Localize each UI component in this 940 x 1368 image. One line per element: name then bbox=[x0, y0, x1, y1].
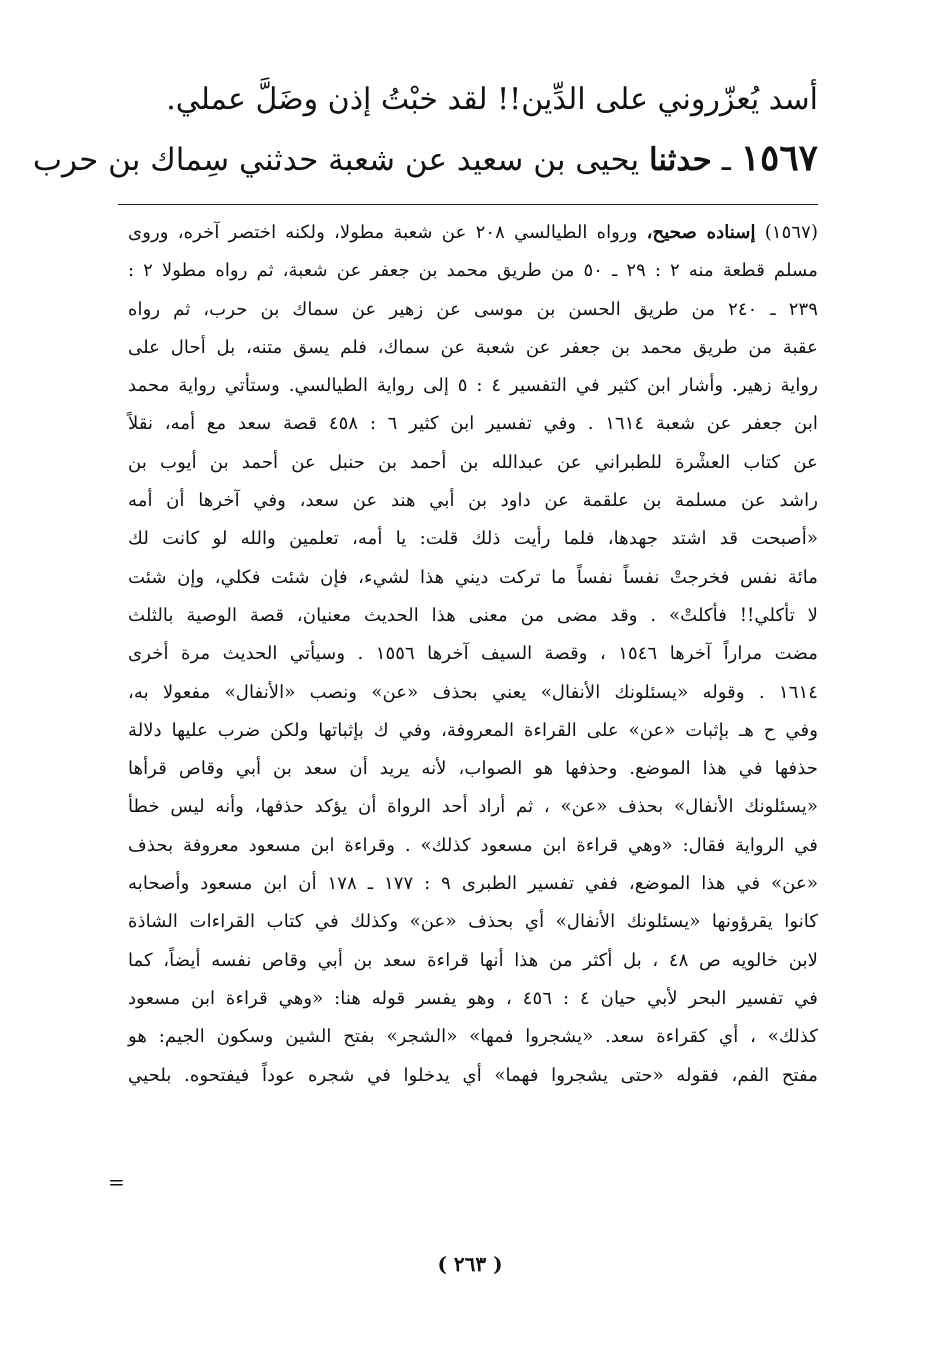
footnote-line: «يسئلونك الأنفال» بحذف «عن» ، ثم أراد أحد الرواة أن يؤكد حذفها، وأنه ليس خطأ bbox=[128, 796, 818, 818]
footnote-line: لا تأكلي!! فأكلتْ» . وقد مضى من معنى هذا الحديث معنيان، قصة الوصية بالثلث bbox=[128, 604, 818, 626]
footnote-line: مائة نفس فخرجتْ نفساً نفساً ما تركت ديني هذا لشيء، فإن شئت فكلي، وإن شئت bbox=[128, 566, 818, 588]
footnote-line: في الرواية فقال: «وهي قراءة ابن مسعود كذلك» . وقراءة ابن مسعود معروفة بحذف bbox=[128, 834, 818, 856]
hadith-dash: ـ bbox=[711, 142, 741, 178]
footnote-grading: إسناده صحيح، bbox=[646, 222, 756, 243]
footnote-line: عن كتاب العشْرة للطبراني عن عبدالله بن أحمد بن حنبل عن أحمد بن أيوب بن bbox=[128, 451, 818, 473]
hadith-chain: يحيى بن سعيد عن شعبة حدثني سِماك بن حرب bbox=[32, 142, 649, 178]
footnote-line: في تفسير البحر لأبي حيان ٤ : ٤٥٦ ، وهو يفسر قوله هنا: «وهي قراءة ابن مسعود bbox=[128, 987, 818, 1009]
footnote-number: (١٥٦٧) bbox=[764, 222, 818, 243]
footnote-line: «أصبحت قد اشتد جهدها، فلما رأيت ذلك قلت: يا أمه، تعلمين والله لو كانت لك bbox=[128, 528, 818, 550]
footnote-line: ابن جعفر عن شعبة ١٦١٤ . وفي تفسير ابن كثير ٦ : ٤٥٨ قصة سعد مع أمه، نقلاً bbox=[128, 413, 818, 435]
footnote-line-text: ورواه الطيالسي ٢٠٨ عن شعبة مطولا، ولكنه اختصر آخره، وروى bbox=[128, 222, 638, 243]
footnote-line: مضت مراراً آخرها ١٥٤٦ ، وقصة السيف آخرها ١٥٥٦ . وسيأتي الحديث مرة أخرى bbox=[128, 643, 818, 665]
main-text-line-1: أسد يُعزّروني على الدِّين!! لقد خبْتُ إذن وضَلَّ عملي. bbox=[166, 82, 818, 117]
footnote-block bbox=[128, 214, 818, 1095]
continuation-mark: = bbox=[108, 1170, 125, 1194]
footnote-line: كذلك» ، أي كقراءة سعد. «يشجروا فمها» «الشجر» بفتح الشين وسكون الجيم: هو bbox=[128, 1026, 818, 1048]
footnote-line: ٢٣٩ ـ ٢٤٠ من طريق الحسن بن موسى عن زهير عن سماك بن حرب، ثم رواه bbox=[128, 298, 818, 320]
hadith-opening-word: حدثنا bbox=[648, 142, 712, 178]
footnote-separator bbox=[118, 204, 818, 205]
hadith-number: ١٥٦٧ bbox=[740, 137, 818, 179]
footnote-line bbox=[128, 214, 818, 252]
footnote-line: كانوا يقرؤونها «يسئلونك الأنفال» أي بحذف «عن» وكذلك في كتاب القراءات الشاذة bbox=[128, 911, 818, 933]
footnote-line: وفي ح هـ بإثبات «عن» على القراءة المعروفة، وفي ك بإثباتها ولكن ضرب عليها دلالة bbox=[128, 719, 818, 741]
main-text-line-2 bbox=[32, 136, 818, 182]
footnote-line: ١٦١٤ . وقوله «يسئلونك الأنفال» يعني بحذف «عن» ونصب «الأنفال» مفعولا به، bbox=[128, 681, 818, 703]
page-number: ( ٢٦٣ ) bbox=[437, 1252, 503, 1276]
footnote-line: رواية زهير. وأشار ابن كثير في التفسير ٤ : ٥ إلى رواية الطيالسي. وستأتي رواية محمد bbox=[128, 375, 818, 397]
footnote-line: حذفها في هذا الموضع. وحذفها هو الصواب، لأنه يريد أن سعد بن أبي وقاص قرأها bbox=[128, 758, 818, 780]
footnote-line: عقبة من طريق محمد بن جعفر عن شعبة عن سماك، فلم يسق متنه، بل أحال على bbox=[128, 336, 818, 358]
footnote-line: مفتح الفم، فقوله «حتى يشجروا فهما» أي يدخلوا في شجره عوداً فيفتحوه. بلحيي bbox=[128, 1064, 818, 1086]
footnote-line: مسلم قطعة منه ٢ : ٢٩ ـ ٥٠ من طريق محمد بن جعفر عن شعبة، ثم رواه مطولا ٢ : bbox=[128, 260, 818, 282]
footnote-line: «عن» في هذا الموضع، ففي تفسير الطبرى ٩ : ١٧٧ ـ ١٧٨ أن ابن مسعود وأصحابه bbox=[128, 873, 818, 895]
footnote-line: راشد عن مسلمة بن علقمة عن داود بن أبي هند عن سعد، وفي آخرها أن أمه bbox=[128, 490, 818, 512]
footnote-line: لابن خالويه ص ٤٨ ، بل أكثر من هذا أنها قراءة سعد بن أبي وقاص نفسه أيضاً، كما bbox=[128, 949, 818, 971]
